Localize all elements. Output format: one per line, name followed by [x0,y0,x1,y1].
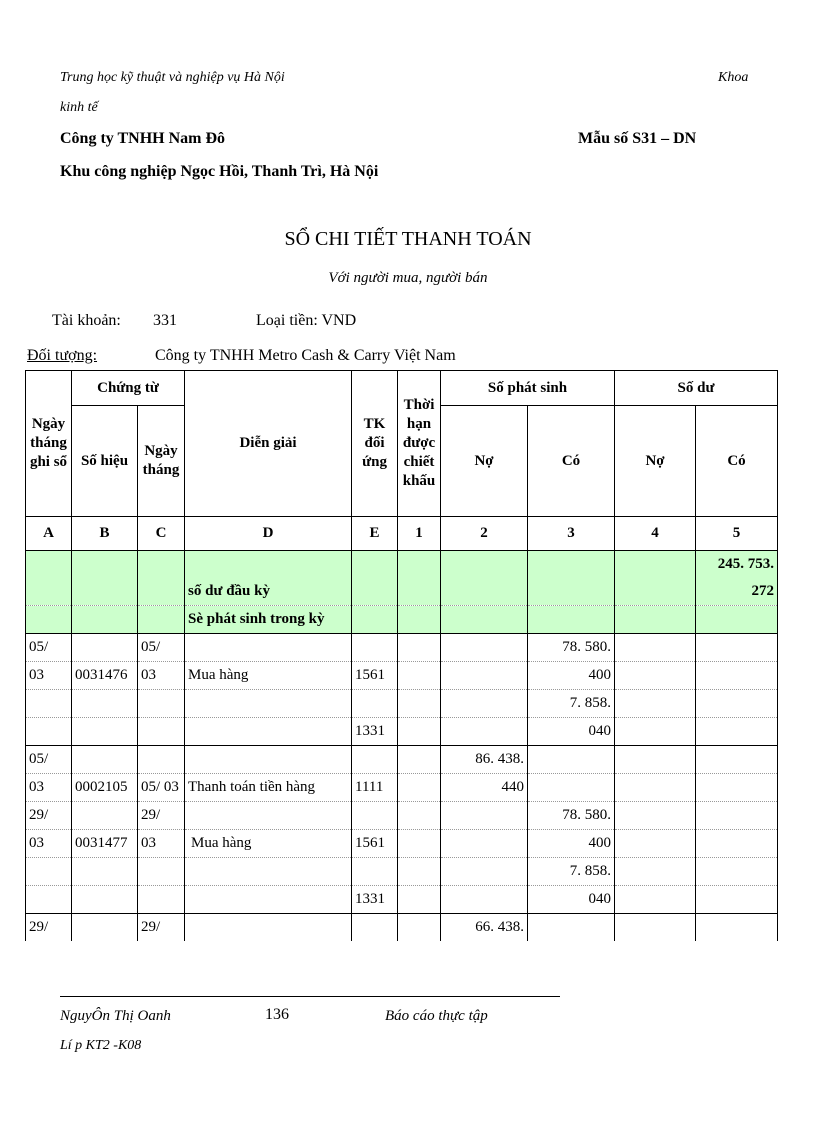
company-address: Khu công nghiệp Ngọc Hồi, Thanh Trì, Hà Nội [60,163,379,180]
entry-credit: 7. 858. [528,690,615,718]
school-name: Trung học kỹ thuật và nghiệp vụ Hà Nội [60,70,285,85]
column-letter-row [26,517,778,551]
entry-contra: 1561 [352,830,398,858]
header-date-recorded: Ngày tháng ghi sổ [26,371,72,517]
column-letter: A [26,517,72,551]
header-discount-period: Thời hạn được chiết khấu [398,371,441,517]
entry-date: 03 [26,774,72,802]
opening-balance-label: số dư đầu kỳ [185,578,352,606]
column-letter: B [72,517,138,551]
table-row [26,774,778,802]
footer-rule [60,996,560,997]
party-name: Công ty TNHH Metro Cash & Carry Việt Nam [155,347,456,364]
party-label: Đối tượng: [27,347,98,364]
department-name: kinh tế [60,100,98,115]
page-number: 136 [265,1006,289,1023]
table-row [26,662,778,690]
column-letter: 2 [441,517,528,551]
column-letter: C [138,517,185,551]
header-balance-debit: Nợ [615,406,696,517]
entry-voucher-date: 03 [138,662,185,690]
header-voucher-date: Ngày tháng [138,406,185,517]
entry-contra: 1331 [352,886,398,914]
opening-balance-row [26,551,778,579]
entry-date: 03 [26,830,72,858]
header-arising: Số phát sinh [441,371,615,406]
entry-date: 29/ [26,914,72,942]
entry-date: 05/ [26,634,72,662]
header-voucher: Chứng từ [72,371,185,406]
header-balance-credit: Có [696,406,778,517]
account-label: Tài khoản: [52,312,121,329]
entry-contra: 1331 [352,718,398,746]
entry-voucher-date: 29/ [138,802,185,830]
footer-report-title: Báo cáo thực tập [385,1008,488,1024]
entry-voucher-date: 05/ [138,634,185,662]
header-arising-debit: Nợ [441,406,528,517]
entry-voucher-no: 0031476 [72,662,138,690]
department-label: Khoa [718,70,749,85]
entry-contra: 1111 [352,774,398,802]
entry-date: 03 [26,662,72,690]
table-row [26,886,778,914]
entry-credit: 400 [528,662,615,690]
entry-debit: 440 [441,774,528,802]
table-row [26,830,778,858]
header-voucher-no: Số hiệu [72,406,138,517]
column-letter: 5 [696,517,778,551]
table-row [26,746,778,774]
opening-balance-credit: 272 [696,578,778,606]
entry-debit: 66. 438. [441,914,528,942]
entry-credit: 400 [528,830,615,858]
entry-debit: 86. 438. [441,746,528,774]
entry-description: Thanh toán tiền hàng [185,774,352,802]
table-row [26,690,778,718]
column-letter: D [185,517,352,551]
entry-date: 29/ [26,802,72,830]
column-letter: 4 [615,517,696,551]
table-row [26,914,778,942]
currency-label: Loại tiền: VND [256,312,357,329]
opening-balance-credit: 245. 753. [696,551,778,579]
header-arising-credit: Có [528,406,615,517]
table-row [26,718,778,746]
entry-voucher-date: 03 [138,830,185,858]
entry-credit: 040 [528,886,615,914]
arising-period-row [26,606,778,634]
opening-balance-row [26,578,778,606]
table-row [26,634,778,662]
arising-period-label: Sè phát sinh trong kỳ [185,606,352,634]
column-letter: E [352,517,398,551]
entry-voucher-date: 29/ [138,914,185,942]
entry-description: Mua hàng [185,830,352,858]
footer-author: NguyÔn Thị Oanh [60,1008,171,1024]
entry-credit: 7. 858. [528,858,615,886]
header-contra-account: TK đối ứng [352,371,398,517]
entry-voucher-no: 0031477 [72,830,138,858]
form-code: Mẫu số S31 – DN [578,130,697,147]
entry-credit: 78. 580. [528,802,615,830]
entry-date: 05/ [26,746,72,774]
account-number: 331 [153,312,177,329]
entry-description: Mua hàng [185,662,352,690]
entry-voucher-no: 0002105 [72,774,138,802]
footer-class: Lí p KT2 -K08 [60,1038,142,1053]
page-subtitle: Với người mua, người bán [328,270,488,286]
entry-credit: 040 [528,718,615,746]
ledger-table [25,370,778,941]
entry-contra: 1561 [352,662,398,690]
table-row [26,802,778,830]
company-name: Công ty TNHH Nam Đô [60,130,226,147]
entry-voucher-date: 05/ 03 [138,774,185,802]
column-letter: 1 [398,517,441,551]
column-letter: 3 [528,517,615,551]
entry-credit: 78. 580. [528,634,615,662]
table-row [26,858,778,886]
header-description: Diễn giải [185,371,352,517]
page-title: SỔ CHI TIẾT THANH TOÁN [284,228,532,250]
header-row-1 [26,371,778,406]
header-balance: Số dư [615,371,778,406]
